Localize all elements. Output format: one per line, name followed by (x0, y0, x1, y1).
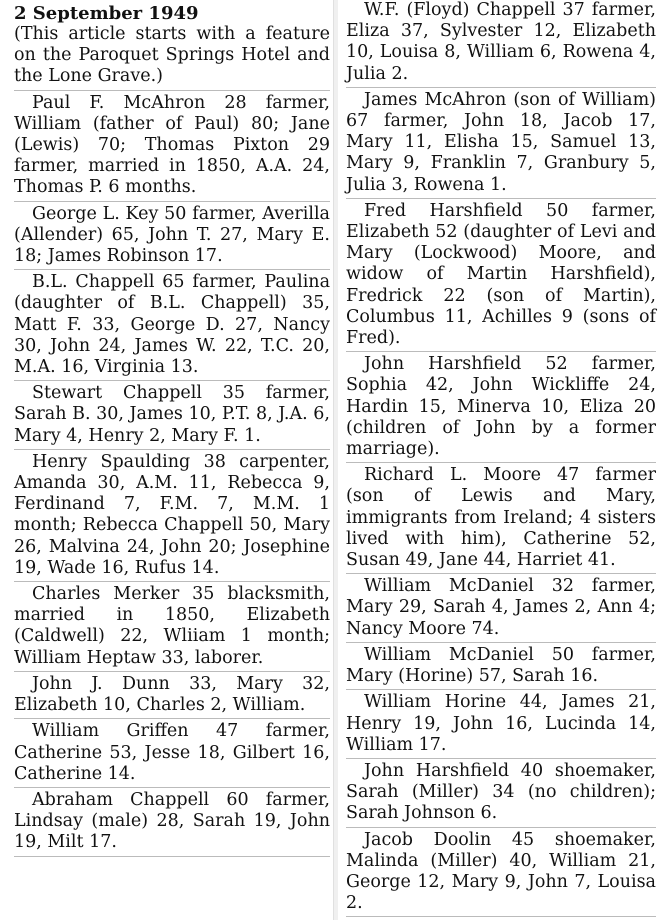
census-entry-stewart-chappell: Stewart Chappell 35 farmer, Sarah B. 30, James 10, P.T. 8, J.A. 6, Mary 4, Henry 2, Mary F. 1. (14, 383, 330, 450)
census-entry-richard-moore: Richard L. Moore 47 farmer (son of Lewis and Mary, immigrants from Ireland; 4 sisters lived with him), Catherine 52, Susan 49, Jane 44, Harriet 41. (346, 465, 656, 574)
census-entry-mcdaniel-32: William McDaniel 32 farmer, Mary 29, Sarah 4, James 2, Ann 4; Nancy Moore 74. (346, 576, 656, 643)
census-entry-john-harshfield: John Harshfield 52 farmer, Sophia 42, John Wickliffe 24, Hardin 15, Minerva 10, Eliza 20 (children of John by a former marriage). (346, 354, 656, 463)
left-column (0, 0, 330, 859)
census-entry-key: George L. Key 50 farmer, Averilla (Allender) 65, John T. 27, Mary E. 18; James Robinson 17. (14, 204, 330, 271)
right-column (340, 0, 656, 919)
census-entry-bl-chappell: B.L. Chappell 65 farmer, Paulina (daughter of B.L. Chappell) 35, Matt F. 33, George D. 27, Nancy 30, John 24, James W. 22, T.C. 20, M.A. 16, Virginia 13. (14, 272, 330, 381)
date-heading: 2 September 1949 (14, 3, 199, 24)
census-entry-spaulding: Henry Spaulding 38 carpenter, Amanda 30, A.M. 11, Rebecca 9, Ferdinand 7, F.M. 7, M.M. 1 month; Rebecca Chappell 50, Mary 26, Malvina 24, John 20; Josephine 19, Wade 16, Rufus 14. (14, 452, 330, 582)
intro-note: (This article starts with a feature on the Paroquet Springs Hotel and the Lone Grave.) (14, 24, 330, 91)
census-entry-merker: Charles Merker 35 blacksmith, married in 1850, Elizabeth (Caldwell) 22, Wliiam 1 month; William Heptaw 33, laborer. (14, 584, 330, 672)
census-entry-horine: William Horine 44, James 21, Henry 19, John 16, Lucinda 14, William 17. (346, 692, 656, 759)
census-entry-abraham-chappell: Abraham Chappell 60 farmer, Lindsay (male) 28, Sarah 19, John 19, Milt 17. (14, 790, 330, 857)
census-entry-james-mcahron: James McAhron (son of William) 67 farmer, John 18, Jacob 17, Mary 11, Elisha 15, Samuel 13, Mary 9, Franklin 7, Granbury 5, Julia 3, Rowena 1. (346, 90, 656, 199)
census-entry-john-harshfield-shoemaker: John Harshfield 40 shoemaker, Sarah (Miller) 34 (no children); Sarah Johnson 6. (346, 761, 656, 828)
census-entry-griffen: William Griffen 47 farmer, Catherine 53, Jesse 18, Gilbert 16, Catherine 14. (14, 721, 330, 788)
census-entry-dunn: John J. Dunn 33, Mary 32, Elizabeth 10, Charles 2, William. (14, 674, 330, 719)
column-divider (333, 0, 338, 920)
census-entry-fred-harshfield: Fred Harshfield 50 farmer, Elizabeth 52 (daughter of Levi and Mary (Lockwood) Moore, and widow of Martin Harshfield), Fredrick 22 (son of Martin), Columbus 11, Achilles 9 (sons of Fred). (346, 201, 656, 352)
census-entry-wf-chappell: W.F. (Floyd) Chappell 37 farmer, Eliza 37, Sylvester 12, Elizabeth 10, Louisa 8, William 6, Rowena 4, Julia 2. (346, 0, 656, 88)
census-entry-doolin: Jacob Doolin 45 shoemaker, Malinda (Miller) 40, William 21, George 12, Mary 9, John 7, Louisa 2. (346, 830, 656, 918)
census-entry-mcahron: Paul F. McAhron 28 farmer, William (father of Paul) 80; Jane (Lewis) 70; Thomas Pixton 29 farmer, married in 1850, A.A. 24, Thomas P. 6 months. (14, 93, 330, 202)
census-entry-mcdaniel-50: William McDaniel 50 farmer, Mary (Horine) 57, Sarah 16. (346, 645, 656, 690)
